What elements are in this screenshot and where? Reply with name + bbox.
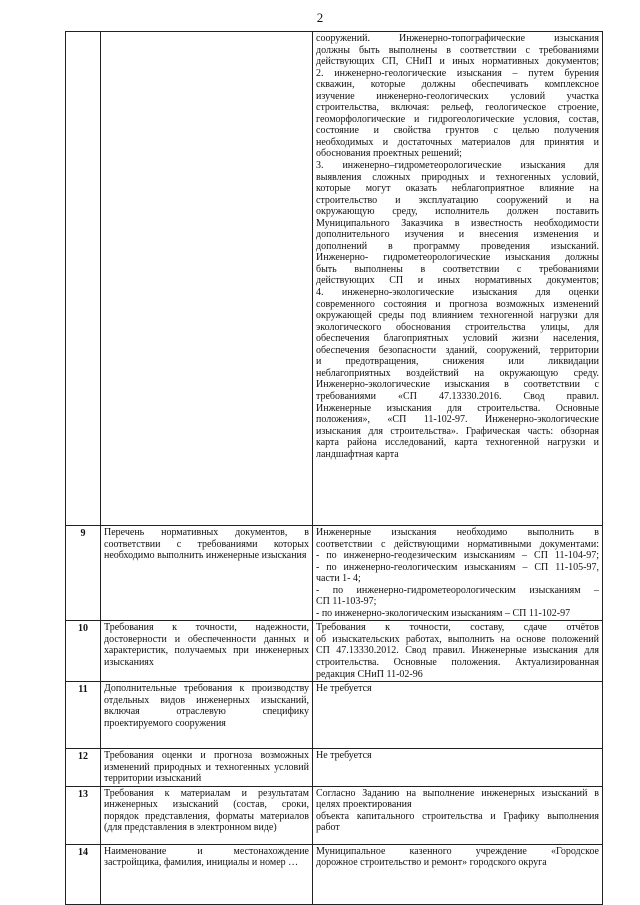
content-line: - по инженерно-экологическим изысканиям – СП 11-102-97 — [316, 607, 571, 619]
content-line: Инженерные изыскания для строительства. Основные — [316, 402, 599, 414]
content-line: целях проектирования — [316, 799, 412, 811]
content-line: сооружений. Инженерно-топографические изыскания — [316, 33, 599, 44]
content-line: которые могут оказать неблагоприятное влияние на — [316, 183, 599, 195]
content-line: экологического обоснования строительства улицы, для — [316, 321, 599, 333]
content-line: выявления сложных природных и техногенных условий, — [316, 171, 599, 183]
requirement-content — [313, 526, 603, 621]
content-line: окружающей среды под влиянием техногенной нагрузки для — [316, 310, 599, 322]
content-line: части 1- 4; — [316, 573, 361, 585]
requirement-name: Требования оценки и прогноза возможных изменений природных и техногенных условий территории изысканий — [101, 749, 313, 787]
content-line: карта района исследований, карта техногенной нагрузки и — [316, 437, 599, 449]
content-line: 2. инженерно-геологические изыскания – путем бурения — [316, 67, 599, 79]
requirement-name: Наименование и местонахождение застройщика, фамилия, инициалы и номер … — [101, 844, 313, 904]
content-line: обеспечения безопасности зданий, сооружений, территории — [316, 344, 599, 356]
content-line: изыскания для строительства». Графическая часть: обзорная — [316, 425, 599, 437]
content-line: состояние и свойства грунтов с целью получения — [316, 125, 599, 137]
content-line: редакция СНиП 11-02-96 — [316, 668, 423, 680]
content-line: строительства. Основные положения. Актуализированная — [316, 657, 599, 669]
content-line: необходимых и достаточных материалов для принятия и — [316, 136, 599, 148]
content-line: СП 11-103-97; — [316, 596, 377, 608]
content-line: неблагоприятных воздействий на окружающую среду. — [316, 367, 599, 379]
row-number: 11 — [66, 682, 101, 749]
table-row — [66, 682, 603, 749]
content-line: Инженерные изыскания необходимо выполнить в — [316, 527, 599, 538]
content-line: должны быть выполнены в соответствии с требованиями — [316, 44, 599, 56]
content-line: геоморфологические и гидрогеологические условия, состав, — [316, 113, 599, 125]
content-line: современного состояния и прогноза возможных изменений — [316, 298, 599, 310]
content-line: и предотвращения, снижения или ликвидации — [316, 356, 599, 368]
content-line: дополнительного изучения и внесения изменения и — [316, 229, 599, 241]
content-line: ландшафтная карта — [316, 448, 399, 460]
content-line: объекта капитального строительства и Графику выполнения — [316, 810, 599, 822]
table-row — [66, 844, 603, 904]
content-line: скважин, которые должны обеспечивать комплексное — [316, 79, 599, 91]
content-line: положения», «СП 11-102-97. Инженерно-экологические — [316, 414, 599, 426]
page-number: 2 — [316, 10, 324, 25]
row-number: 13 — [66, 786, 101, 844]
content-line: обеспечения благоприятных условий жизни населения, — [316, 333, 599, 345]
content-line: дополнений в программу проведения изысканий. — [316, 240, 599, 252]
content-line: Муниципальное казенного учреждение «Городское — [316, 845, 599, 857]
requirement-content — [313, 844, 603, 904]
content-line: Не требуется — [316, 750, 372, 762]
row-number: 12 — [66, 749, 101, 787]
requirement-content — [313, 786, 603, 844]
requirement-name: Дополнительные требования к производству отдельных видов инженерных изысканий, включая отраслевую специфику проектируемого сооружения — [101, 682, 313, 749]
requirement-name: Требования к точности, надежности, достоверности и обеспеченности данных и характеристик, получаемых при инженерных изысканиях — [101, 621, 313, 682]
table-row — [66, 32, 603, 526]
content-line: - по инженерно-геодезическим изысканиям – СП 11-104-97; — [316, 550, 599, 562]
content-line: Муниципального Заказчика в известность необходимости — [316, 217, 599, 229]
requirements-table-body — [66, 32, 603, 905]
content-line: соответствии с действующими нормативными документами: — [316, 538, 599, 550]
requirement-content — [313, 682, 603, 749]
content-line: быть выполнены в соответствии с требованиями — [316, 263, 599, 275]
requirement-name: Требования к материалам и результатам инженерных изысканий (состав, сроки, порядок представления, форматы материалов (для представления в электронном виде) — [101, 786, 313, 844]
content-line: изучение инженерно-геологических условий участка — [316, 90, 599, 102]
content-line: строительство и эксплуатацию сооружений и на — [316, 194, 599, 206]
table-row — [66, 621, 603, 682]
requirement-name — [101, 32, 313, 526]
content-line: СП 47.13330.2012. Свод правил. Инженерные изыскания для — [316, 645, 599, 657]
requirement-content — [313, 749, 603, 787]
content-line: Не требуется — [316, 683, 372, 695]
table-row — [66, 786, 603, 844]
requirement-name: Перечень нормативных документов, в соответствии с требованиями которых необходимо выполнить инженерные изыскания — [101, 526, 313, 621]
content-line: 3. инженерно–гидрометеорологические изыскания для — [316, 160, 599, 172]
row-number: 10 — [66, 621, 101, 682]
content-line: дорожное строительство и ремонт» городского округа — [316, 857, 547, 869]
row-number: 9 — [66, 526, 101, 621]
row-number — [66, 32, 101, 526]
content-line: - по инженерно-гидрометеорологическим изысканиям – — [316, 584, 599, 596]
content-line: Требования к точности, составу, сдаче отчётов — [316, 622, 599, 634]
content-line: Согласно Заданию на выполнение инженерных изысканий в — [316, 787, 599, 799]
content-line: 4. инженерно-экологические изыскания для оценки — [316, 287, 599, 299]
content-line: работ — [316, 822, 340, 834]
content-line: Инженерно-экологические изыскания в соответствии с — [316, 379, 599, 391]
content-line: Инженерно- гидрометеорологические изыскания должны — [316, 252, 599, 264]
row-number: 14 — [66, 844, 101, 904]
content-line: действующих СП и иных нормативных документов; — [316, 275, 599, 287]
requirement-content — [313, 32, 603, 526]
content-line: об изыскательских работах, выполнить на основе положений — [316, 633, 599, 645]
content-line: требованиями «СП 47.13330.2016. Свод правил. — [316, 390, 599, 402]
content-line: строительства, включая: рельеф, геологическое строение, — [316, 102, 599, 114]
requirement-content — [313, 621, 603, 682]
table-row — [66, 749, 603, 787]
table-row — [66, 526, 603, 621]
requirements-table — [65, 31, 603, 905]
content-line: обоснования проектных решений; — [316, 148, 462, 160]
content-line: окружающую среду, исполнитель должен поставить — [316, 206, 599, 218]
content-line: - по инженерно-геологическим изысканиям – СП 11-105-97, — [316, 561, 599, 573]
content-line: действующих СП, СНиП и иных нормативных документов; — [316, 56, 599, 68]
